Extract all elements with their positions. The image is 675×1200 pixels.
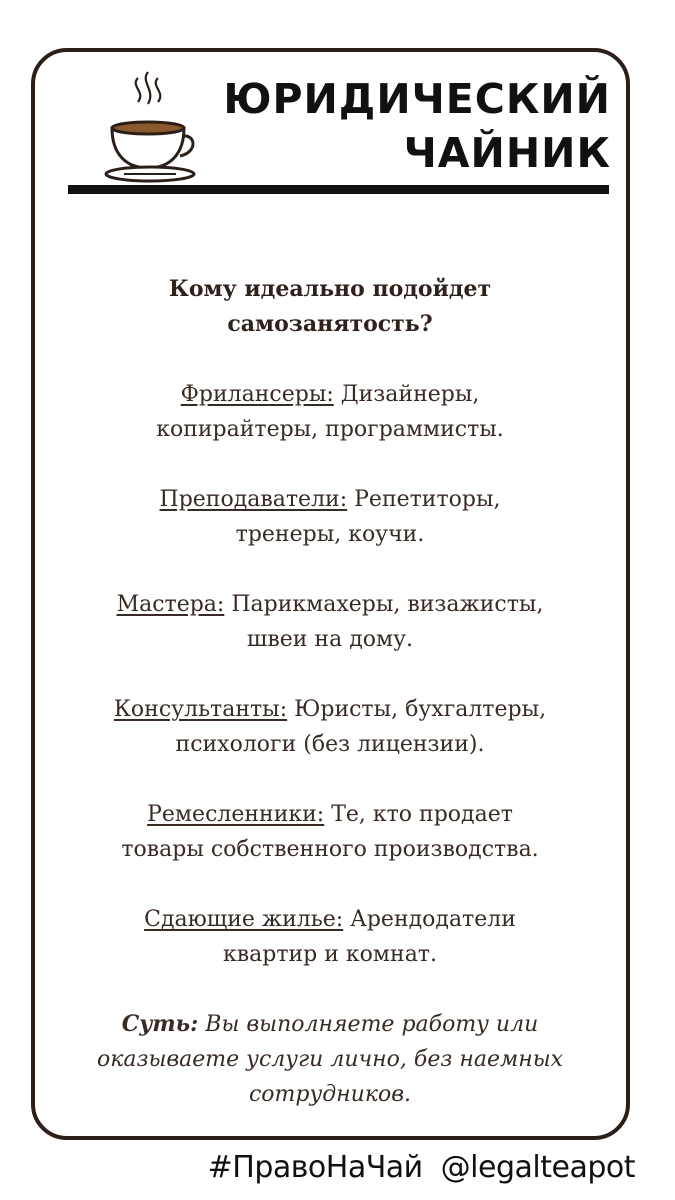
footer <box>208 1150 635 1185</box>
item-term: Преподаватели: <box>159 487 348 512</box>
handle-text: @legalteapot <box>440 1150 635 1185</box>
item-text: Парикмахеры, визажисты, <box>224 592 544 617</box>
item-term: Консультанты: <box>113 697 288 722</box>
list-item <box>60 797 600 867</box>
summary-paragraph <box>60 1007 600 1112</box>
hashtag-text: #ПравоНаЧай <box>207 1150 423 1185</box>
item-term: Ремесленники: <box>147 802 325 827</box>
item-term: Сдающие жилье: <box>144 907 344 932</box>
item-text: тренеры, коучи. <box>235 522 425 547</box>
list-item <box>60 692 600 762</box>
list-item <box>60 587 600 657</box>
main-content <box>60 272 600 1112</box>
summary-text: сотрудников. <box>248 1082 412 1107</box>
item-text: квартир и комнат. <box>223 942 437 967</box>
item-text: швеи на дому. <box>246 627 414 652</box>
item-text: Юристы, бухгалтеры, <box>287 697 547 722</box>
summary-label: Суть: <box>121 1011 199 1037</box>
item-text: Те, кто продает <box>324 802 513 827</box>
item-text: Арендодатели <box>343 907 516 932</box>
title-line-1: ЮРИДИЧЕСКИЙ <box>223 75 611 123</box>
list-item <box>60 377 600 447</box>
page-title <box>223 72 611 180</box>
summary-text: Вы выполняете работу или <box>198 1012 539 1037</box>
item-text: товары собственного производства. <box>121 837 539 862</box>
list-item <box>60 482 600 552</box>
item-text: Репетиторы, <box>347 487 501 512</box>
item-text: психологи (без лицензии). <box>175 732 485 757</box>
header-divider <box>68 185 609 194</box>
question-heading: Кому идеально подойдет самозанятость? <box>168 276 492 337</box>
list-item <box>60 902 600 972</box>
item-term: Фрилансеры: <box>180 382 334 407</box>
item-term: Мастера: <box>116 592 225 617</box>
item-text: Дизайнеры, <box>333 382 480 407</box>
title-line-2: ЧАЙНИК <box>403 129 611 177</box>
item-text: копирайтеры, программисты. <box>156 417 504 442</box>
summary-text: оказываете услуги лично, без наемных <box>96 1047 564 1072</box>
coffee-cup-icon <box>100 70 200 185</box>
